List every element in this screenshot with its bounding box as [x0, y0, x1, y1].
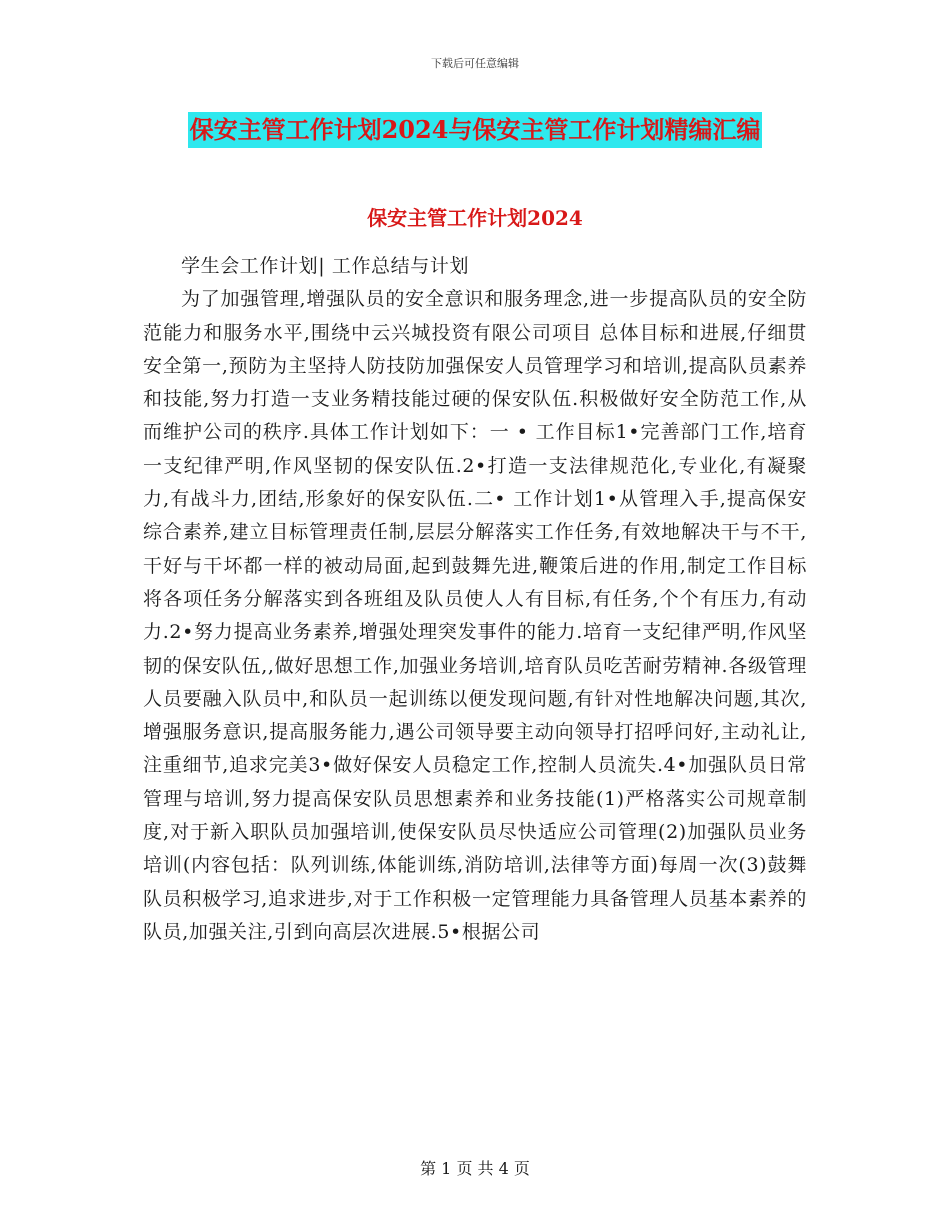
- page-number: 第 1 页 共 4 页: [420, 1159, 530, 1178]
- body-text: [143, 250, 807, 949]
- body-paragraph: 学生会工作计划| 工作总结与计划: [181, 255, 470, 277]
- section-title: 保安主管工作计划2024: [367, 206, 583, 230]
- body-paragraph: 为了加强管理,增强队员的安全意识和服务理念,进一步提高队员的安全防范能力和服务水平,围绕中云兴城投资有限公司项目 总体目标和进展,仔细贯安全第一,预防为主坚持人防技防加强保安人员管理学习和培训,提高队员素养和技能,努力打造一支业务精技能过硬的保安队伍.积极做好安全防范工作,从而维护公司的秩序.具体工作计划如下：一 • 工作目标1•完善部门工作,培育一支纪律严明,作风坚韧的保安队伍.2•打造一支法律规范化,专业化,有凝聚力,有战斗力,团结,形象好的保安队伍.二• 工作计划1•从管理入手,提高保安综合素养,建立目标管理责任制,层层分解落实工作任务,有效地解决干与不干,干好与干坏都一样的被动局面,起到鼓舞先进,鞭策后进的作用,制定工作目标将各项任务分解落实到各班组及队员使人人有目标,有任务,个个有压力,有动力.2•努力提高业务素养,增强处理突发事件的能力.培育一支纪律严明,作风坚韧的保安队伍,,做好思想工作,加强业务培训,培育队员吃苦耐劳精神.各级管理人员要融入队员中,和队员一起训练以便发现问题,有针对性地解决问题,其次,增强服务意识,提高服务能力,遇公司领导要主动向领导打招呼问好,主动礼让,注重细节,追求完美3•做好保安人员稳定工作,控制人员流失.4•加强队员日常管理与培训,努力提高保安队员思想素养和业务技能(1)严格落实公司规章制度,对于新入职队员加强培训,使保安队员尽快适应公司管理(2)加强队员业务培训(内容包括：队列训练,体能训练,消防培训,法律等方面)每周一次(3)鼓舞队员积极学习,追求进步,对于工作积极一定管理能力具备管理人员基本素养的队员,加强关注,引到向高层次进展.5•根据公司: [143, 288, 807, 943]
- doc-title-container: [0, 112, 950, 148]
- document-title: 保安主管工作计划2024与保安主管工作计划精编汇编: [188, 112, 763, 148]
- header-note: 下载后可任意编辑: [431, 57, 519, 70]
